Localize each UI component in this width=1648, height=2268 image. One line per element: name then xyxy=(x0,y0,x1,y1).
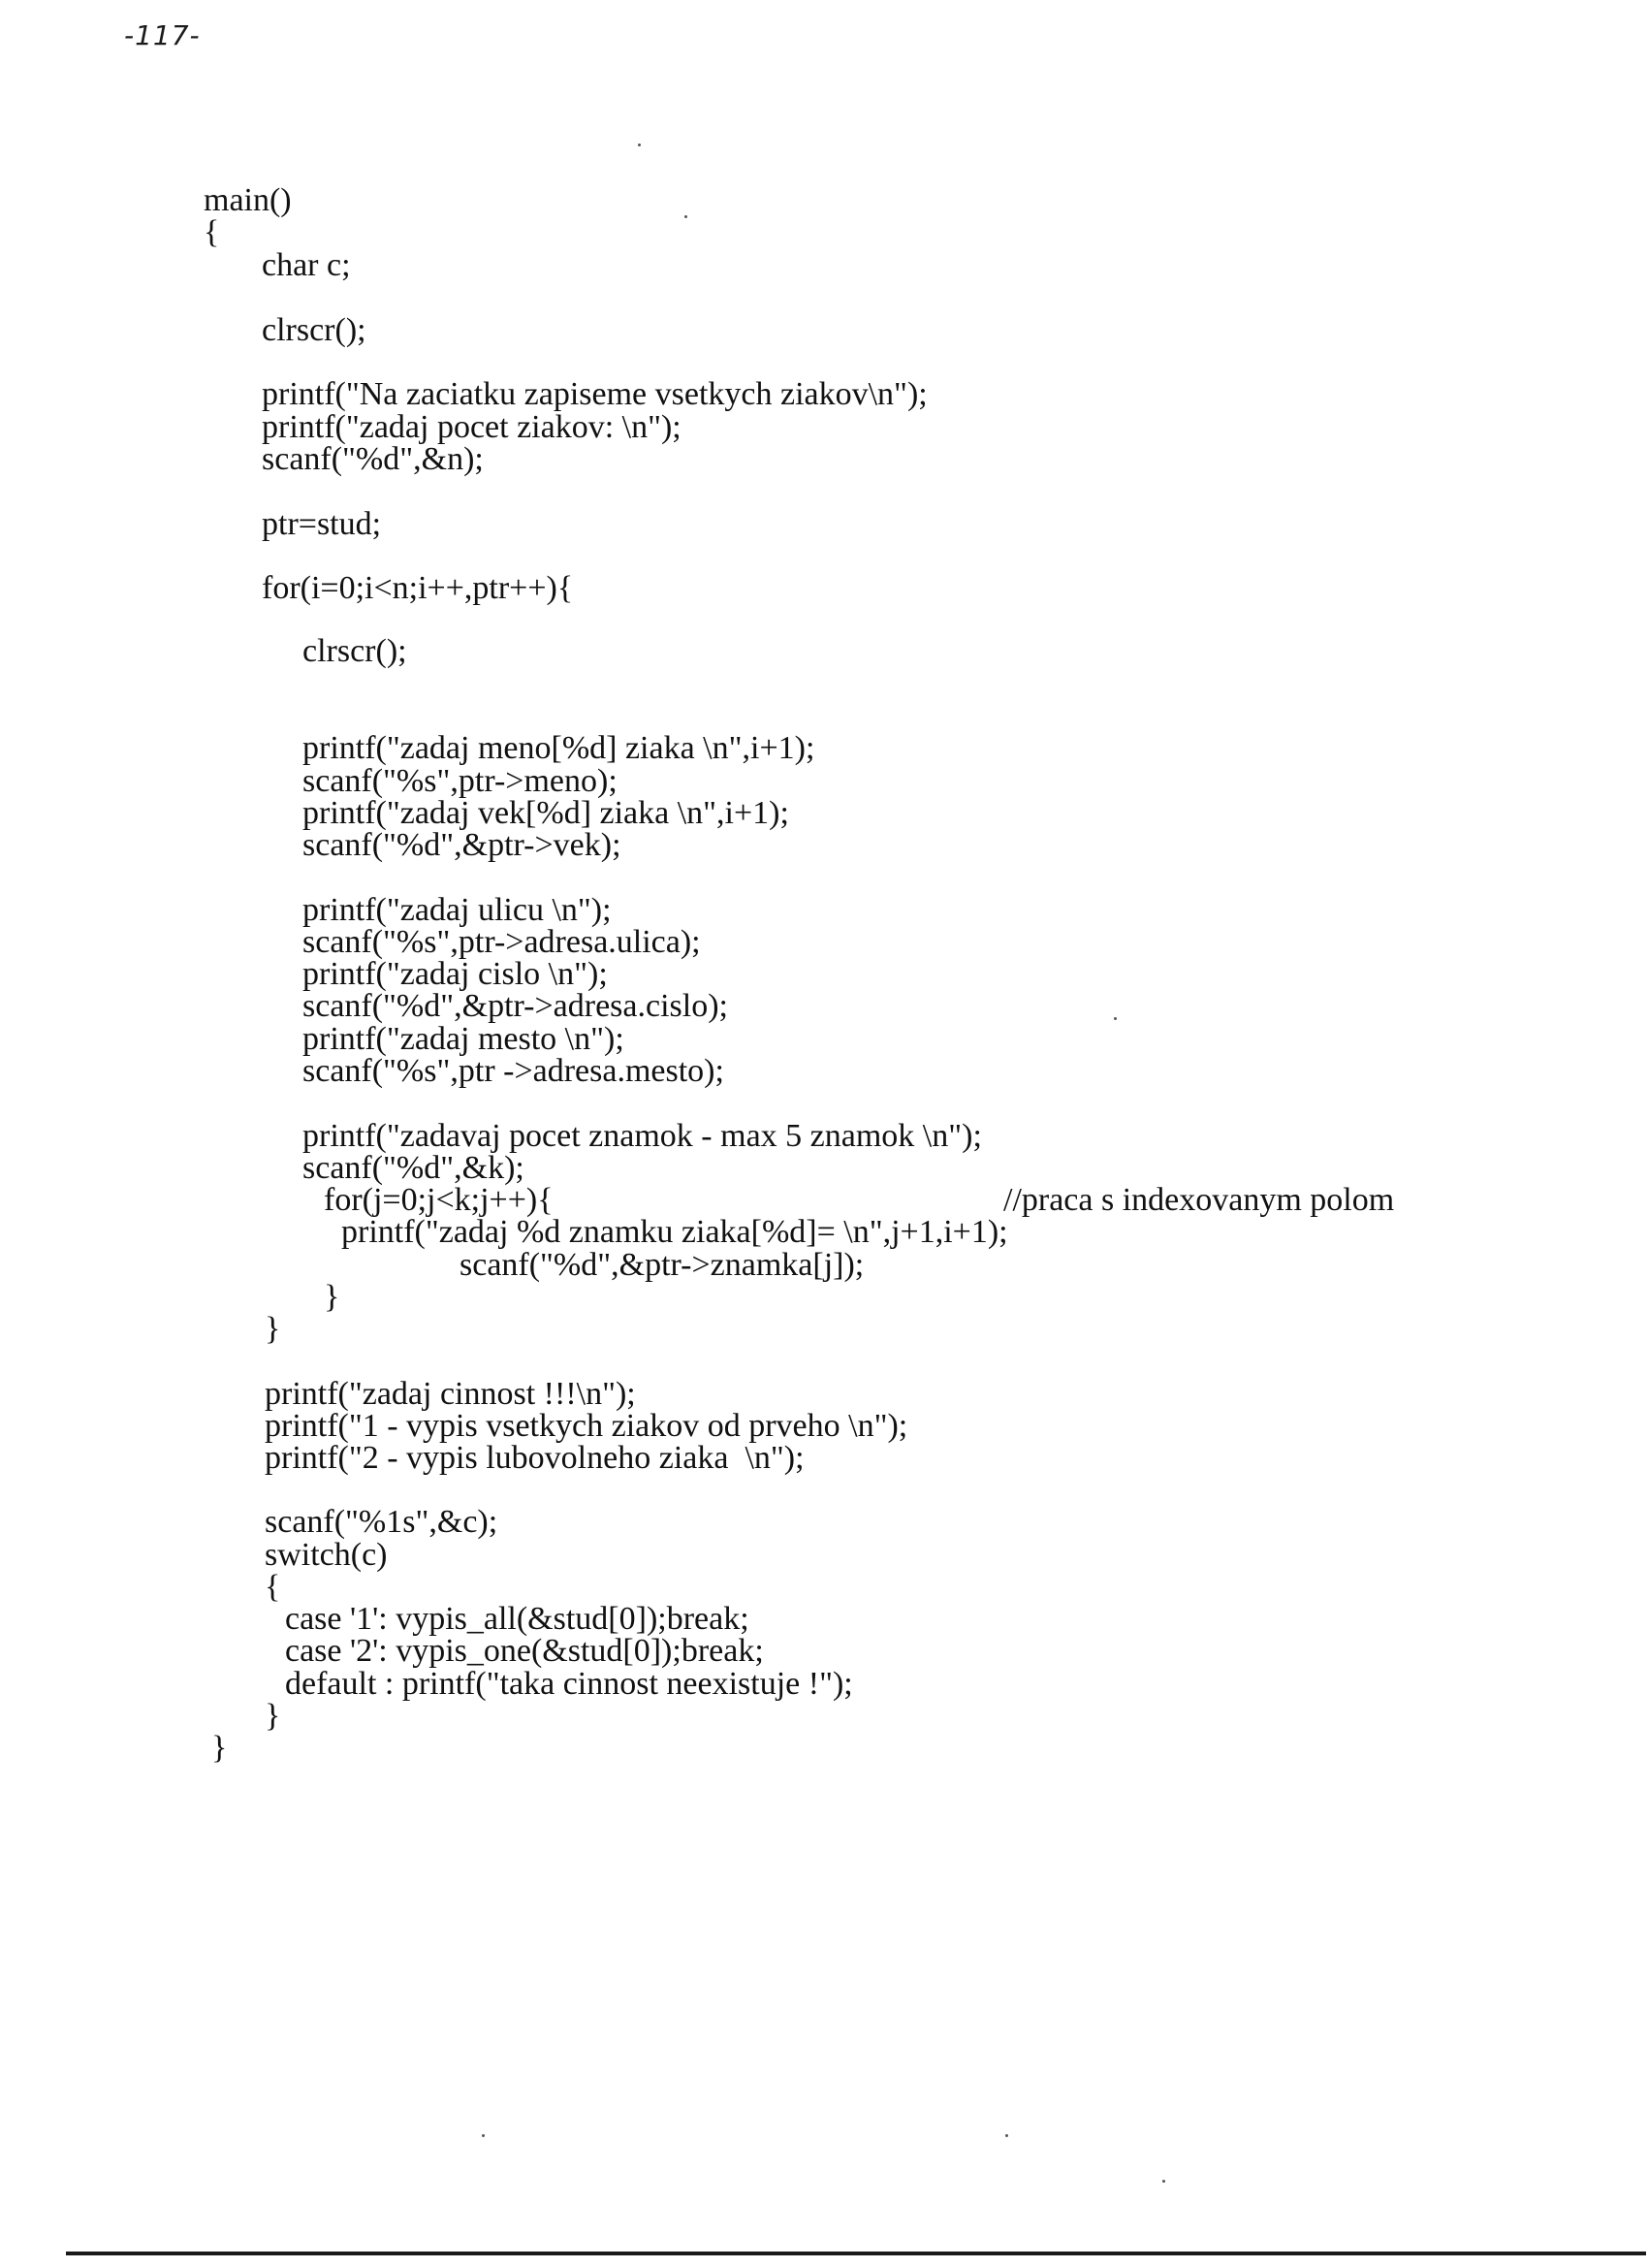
code-line: printf("zadavaj pocet znamok - max 5 znamok \n"); xyxy=(302,1118,982,1154)
code-line: ptr=stud; xyxy=(262,506,382,542)
code-line: scanf("%d",&ptr->vek); xyxy=(302,827,621,863)
code-line: } xyxy=(265,1698,281,1734)
scan-speck xyxy=(1114,1017,1117,1020)
scan-speck xyxy=(482,2134,485,2137)
code-line: scanf("%d",&ptr->adresa.cislo); xyxy=(302,988,728,1024)
code-line: for(j=0;j<k;j++){ xyxy=(324,1182,554,1218)
code-line: scanf("%s",ptr ->adresa.mesto); xyxy=(302,1053,724,1089)
scan-speck xyxy=(1005,2134,1008,2137)
code-line: printf("zadaj mesto \n"); xyxy=(302,1021,624,1057)
code-line: printf("2 - vypis lubovolneho ziaka \n"); xyxy=(265,1440,805,1476)
page-number-mark: -117- xyxy=(124,19,201,51)
code-line: printf("Na zaciatku zapiseme vsetkych ziakov\n"); xyxy=(262,376,928,412)
code-line: clrscr(); xyxy=(302,633,407,669)
code-line: printf("zadaj vek[%d] ziaka \n",i+1); xyxy=(302,795,789,831)
code-line: switch(c) xyxy=(265,1537,388,1573)
code-line: printf("zadaj %d znamku ziaka[%d]= \n",j+1,i+1); xyxy=(341,1214,1008,1250)
code-line: printf("zadaj pocet ziakov: \n"); xyxy=(262,409,681,445)
scan-speck xyxy=(684,215,687,218)
code-line: scanf("%d",&ptr->znamka[j]); xyxy=(460,1247,865,1283)
code-line: scanf("%d",&n); xyxy=(262,441,484,477)
code-line: scanf("%s",ptr->adresa.ulica); xyxy=(302,924,701,960)
code-line: } xyxy=(265,1311,281,1347)
code-line: { xyxy=(204,214,220,250)
code-line: printf("zadaj cislo \n"); xyxy=(302,956,608,992)
code-line: //praca s indexovanym polom xyxy=(1003,1182,1395,1218)
code-line: printf("zadaj ulicu \n"); xyxy=(302,892,612,928)
code-line: printf("zadaj cinnost !!!\n"); xyxy=(265,1376,636,1412)
scan-speck xyxy=(638,144,641,146)
code-line: scanf("%d",&k); xyxy=(302,1150,524,1186)
code-line: case '1': vypis_all(&stud[0]);break; xyxy=(285,1601,749,1637)
code-line: default : printf("taka cinnost neexistuje !"); xyxy=(285,1666,853,1702)
code-line: main() xyxy=(204,182,292,218)
code-line: scanf("%s",ptr->meno); xyxy=(302,763,618,799)
code-line: clrscr(); xyxy=(262,312,366,348)
code-line: } xyxy=(324,1279,340,1315)
code-line: for(i=0;i<n;i++,ptr++){ xyxy=(262,570,574,606)
code-line: printf("1 - vypis vsetkych ziakov od prveho \n"); xyxy=(265,1408,908,1444)
code-line: case '2': vypis_one(&stud[0]);break; xyxy=(285,1633,764,1669)
code-line: { xyxy=(265,1569,281,1605)
code-line: printf("zadaj meno[%d] ziaka \n",i+1); xyxy=(302,730,815,766)
bottom-rule xyxy=(66,2252,1646,2255)
code-line: } xyxy=(211,1730,228,1766)
code-line: scanf("%1s",&c); xyxy=(265,1504,498,1540)
scan-speck xyxy=(1162,2180,1165,2183)
code-line: char c; xyxy=(262,247,351,283)
